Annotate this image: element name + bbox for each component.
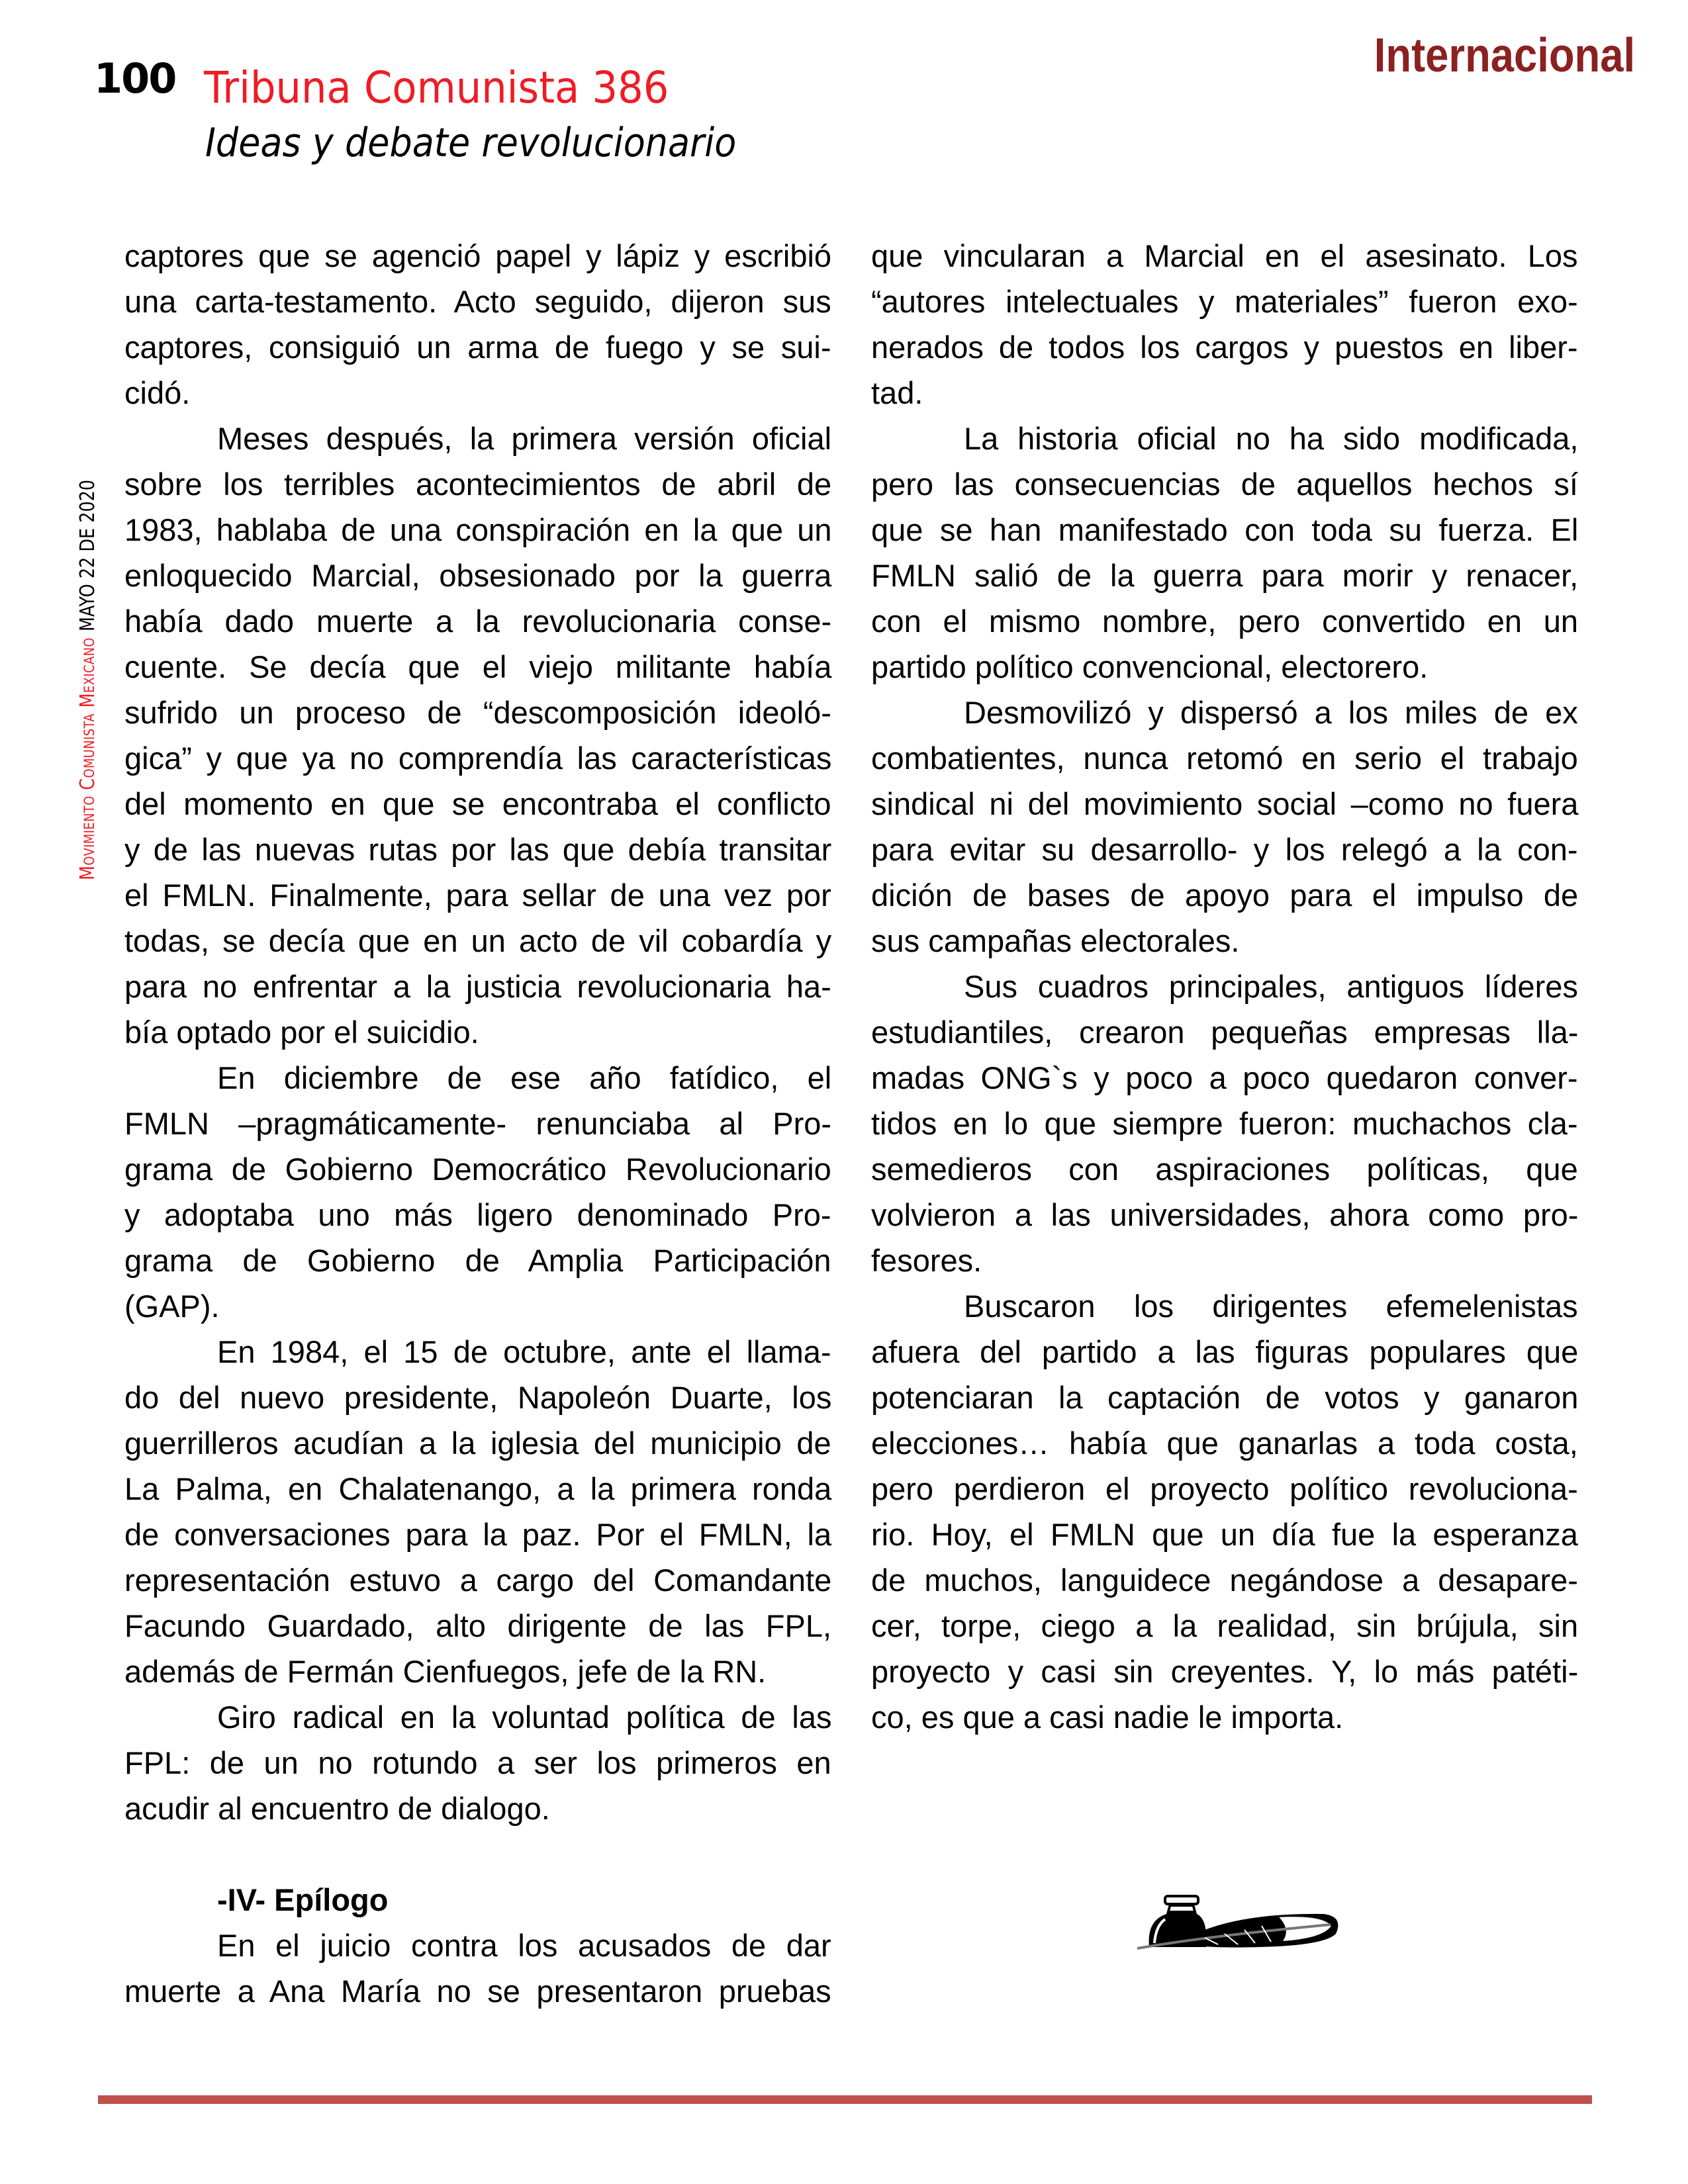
text-line: grama de Gobierno de Amplia Participación xyxy=(124,1243,831,1278)
text-line: fesores. xyxy=(871,1243,982,1278)
text-line: había dado muerte a la revolucionaria conse- xyxy=(124,604,832,639)
text-line: 1983, hablaba de una conspiración en la que un xyxy=(124,512,832,547)
paragraph-start: En 1984, el 15 de octubre, ante el llama- xyxy=(217,1334,831,1369)
text-line: bía optado por el suicidio. xyxy=(124,1015,479,1050)
text-line: estudiantiles, crearon pequeñas empresas lla- xyxy=(871,1015,1579,1050)
paragraph-start: En el juicio contra los acusados de dar xyxy=(217,1928,831,1963)
text-line: Facundo Guardado, alto dirigente de las FPL, xyxy=(124,1608,832,1643)
text-line: elecciones… había que ganarlas a toda costa, xyxy=(871,1426,1578,1461)
quill-inkwell-icon xyxy=(1125,1873,1344,1959)
text-line: combatientes, nunca retomó en serio el trabajo xyxy=(871,741,1578,776)
page-number: 100 xyxy=(94,54,176,103)
text-line: afuera del partido a las figuras populares que xyxy=(871,1334,1579,1369)
text-line: tad. xyxy=(871,375,923,410)
text-line: acudir al encuentro de dialogo. xyxy=(124,1791,550,1826)
text-line: el FMLN. Finalmente, para sellar de una vez por xyxy=(124,878,831,913)
text-line: dición de bases de apoyo para el impulso de xyxy=(871,878,1579,913)
section-label: Internacional xyxy=(1374,29,1635,82)
text-line: captores que se agenció papel y lápiz y escribió xyxy=(124,238,832,273)
text-line: del momento en que se encontraba el conflicto xyxy=(124,786,831,821)
text-line: pero las consecuencias de aquellos hechos sí xyxy=(871,467,1578,502)
text-line: cidó. xyxy=(124,375,191,410)
paragraph-start: Buscaron los dirigentes efemelenistas xyxy=(964,1289,1578,1324)
paragraph-start: Sus cuadros principales, antiguos líderes xyxy=(964,969,1578,1004)
text-line: rio. Hoy, el FMLN que un día fue la esperanza xyxy=(871,1517,1578,1552)
text-line: que vincularan a Marcial en el asesinato. Los xyxy=(871,238,1578,273)
text-line: de conversaciones para la paz. Por el FMLN, la xyxy=(124,1517,832,1552)
text-line: de muchos, languidece negándose a desapare- xyxy=(871,1563,1578,1598)
left-text-column xyxy=(124,233,831,2014)
text-line: una carta-testamento. Acto seguido, dijeron sus xyxy=(124,284,831,319)
text-line: volvieron a las universidades, ahora como pro- xyxy=(871,1197,1579,1232)
text-line: sobre los terribles acontecimientos de abril de xyxy=(124,467,832,502)
text-line: sufrido un proceso de “descomposición ideoló- xyxy=(124,695,831,730)
text-line: que se han manifestado con toda su fuerza. El xyxy=(871,512,1579,547)
text-line: sus campañas electorales. xyxy=(871,923,1240,958)
magazine-title: Tribuna Comunista 386 xyxy=(204,62,669,113)
organization-name: Movimiento Comunista Mexicano xyxy=(76,637,99,880)
text-line: FPL: de un no rotundo a ser los primeros en xyxy=(124,1745,831,1780)
text-line: gica” y que ya no comprendía las características xyxy=(124,741,832,776)
text-line: representación estuvo a cargo del Comandante xyxy=(124,1563,832,1598)
paragraph-start: Giro radical en la voluntad política de las xyxy=(217,1700,832,1735)
text-line: y de las nuevas rutas por las que debía transitar xyxy=(124,832,832,867)
text-line: co, es que a casi nadie le importa. xyxy=(871,1700,1344,1735)
text-line: todas, se decía que en un acto de vil cobardía y xyxy=(124,923,832,958)
text-line: La Palma, en Chalatenango, a la primera ronda xyxy=(124,1471,832,1506)
text-line: semedieros con aspiraciones políticas, que xyxy=(871,1152,1578,1187)
text-line: FMLN salió de la guerra para morir y renacer, xyxy=(871,558,1579,593)
text-line: (GAP). xyxy=(124,1289,220,1324)
text-line: do del nuevo presidente, Napoleón Duarte, los xyxy=(124,1380,832,1415)
text-line: guerrilleros acudían a la iglesia del municipio de xyxy=(124,1426,831,1461)
text-line: además de Fermán Cienfuegos, jefe de la RN. xyxy=(124,1654,767,1689)
text-line: proyecto y casi sin creyentes. Y, lo más patéti- xyxy=(871,1654,1579,1689)
text-line: nerados de todos los cargos y puestos en liber- xyxy=(871,330,1578,365)
issue-date: MAYO 22 DE 2020 xyxy=(76,480,99,632)
text-line: madas ONG`s y poco a poco quedaron conver- xyxy=(871,1060,1578,1095)
vertical-sidebar-label xyxy=(78,453,98,880)
text-line: cer, torpe, ciego a la realidad, sin brújula, sin xyxy=(871,1608,1579,1643)
text-line: potenciaran la captación de votos y ganaron xyxy=(871,1380,1579,1415)
text-line: “autores intelectuales y materiales” fueron exo- xyxy=(871,284,1578,319)
text-line: con el mismo nombre, pero convertido en un xyxy=(871,604,1579,639)
paragraph-start: La historia oficial no ha sido modificada, xyxy=(964,421,1579,456)
text-line: captores, consiguió un arma de fuego y se sui- xyxy=(124,330,831,365)
right-text-column xyxy=(871,233,1578,1740)
paragraph-start: Meses después, la primera versión oficial xyxy=(217,421,832,456)
text-line: tidos en lo que siempre fueron: muchachos cla- xyxy=(871,1106,1578,1141)
text-line: muerte a Ana María no se presentaron pruebas xyxy=(124,1974,831,2009)
text-line: cuente. Se decía que el viejo militante había xyxy=(124,649,832,684)
magazine-subtitle: Ideas y debate revolucionario xyxy=(205,120,737,166)
text-line: para no enfrentar a la justicia revolucionaria ha- xyxy=(124,969,831,1004)
text-line: para evitar su desarrollo- y los relegó a la con- xyxy=(871,832,1578,867)
text-line: sindical ni del movimiento social –como no fuera xyxy=(871,786,1579,821)
text-line: partido político convencional, electorero. xyxy=(871,649,1429,684)
text-line: pero perdieron el proyecto político revoluciona- xyxy=(871,1471,1578,1506)
text-line: FMLN –pragmáticamente- renunciaba al Pro- xyxy=(124,1106,832,1141)
text-line: enloquecido Marcial, obsesionado por la guerra xyxy=(124,558,832,593)
paragraph-start: Desmovilizó y dispersó a los miles de ex xyxy=(964,695,1578,730)
footer-divider-rule xyxy=(98,2095,1592,2104)
text-line: grama de Gobierno Democrático Revolucionario xyxy=(124,1152,831,1187)
section-heading: -IV- Epílogo xyxy=(217,1882,389,1917)
text-line: y adoptaba uno más ligero denominado Pro- xyxy=(124,1197,831,1232)
paragraph-start: En diciembre de ese año fatídico, el xyxy=(217,1060,832,1095)
